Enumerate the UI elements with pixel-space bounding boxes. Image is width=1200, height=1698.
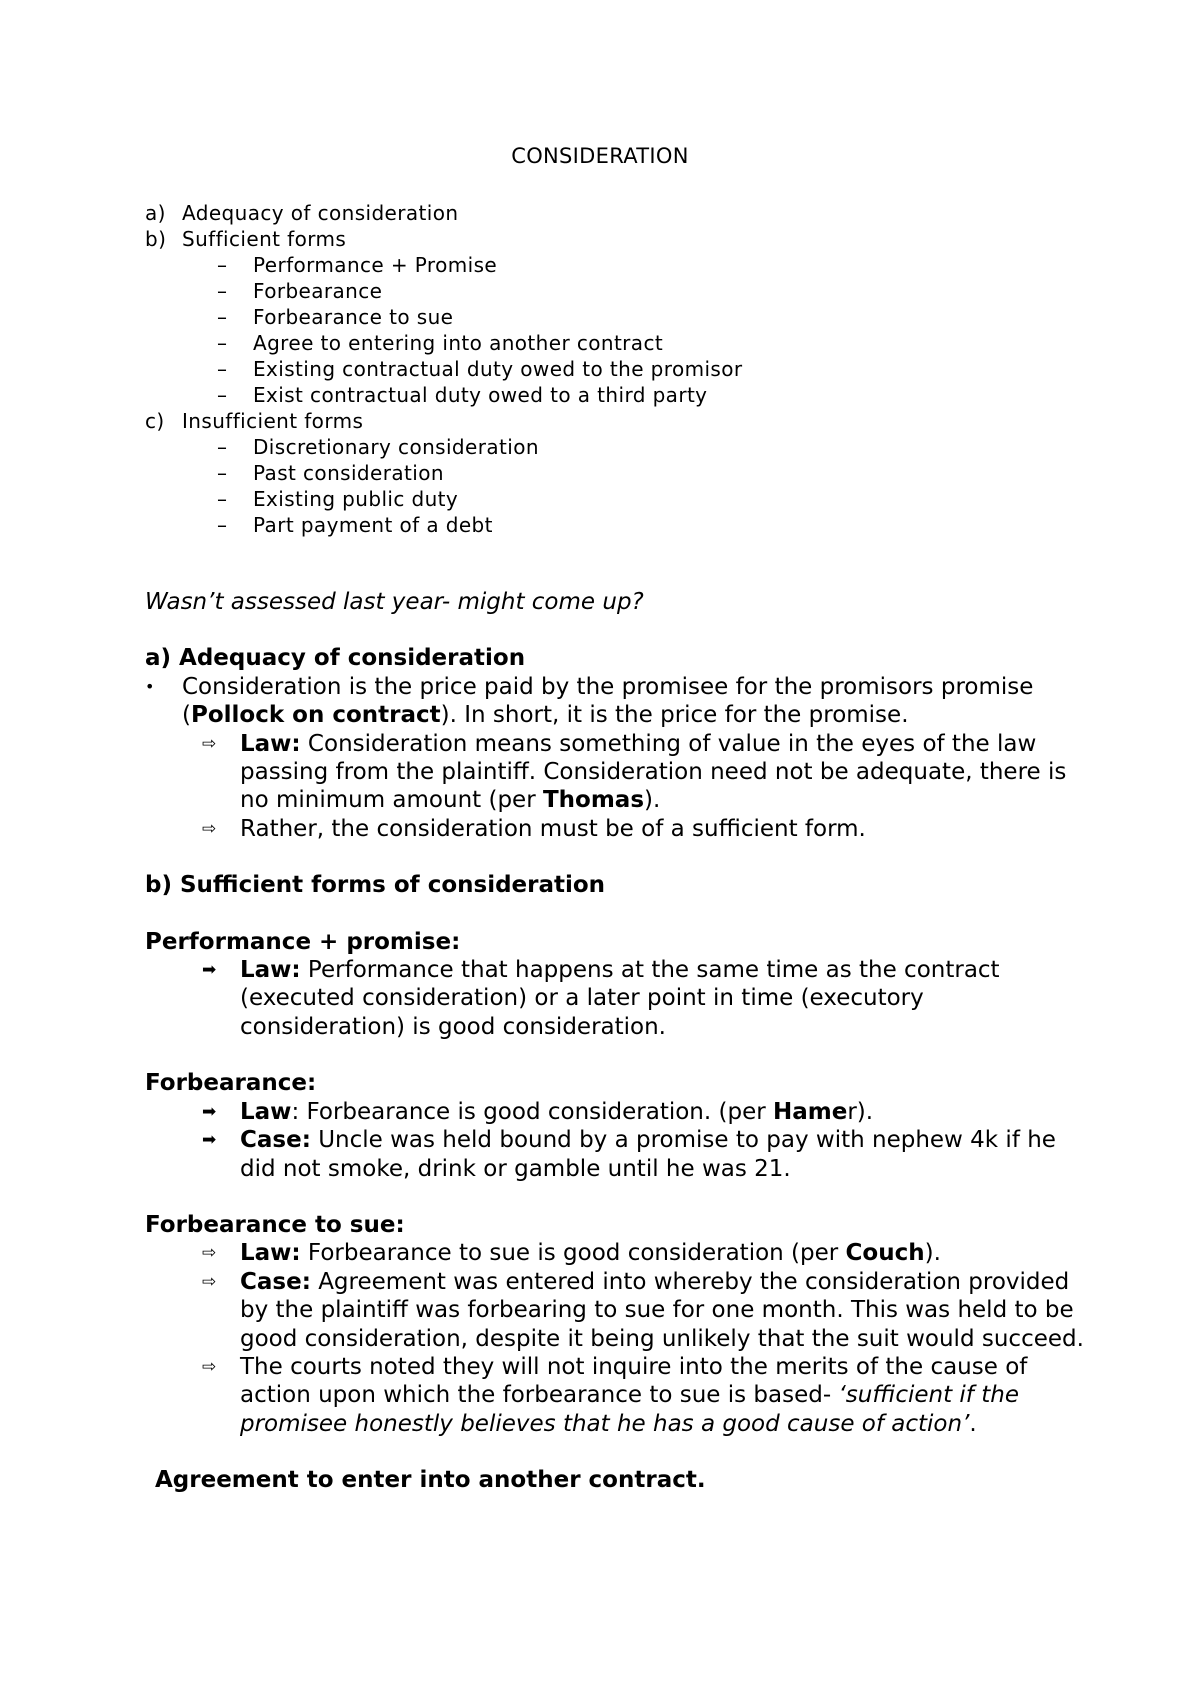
dash-bullet: – [217, 435, 228, 459]
dash-bullet: – [217, 513, 228, 537]
list-item [145, 956, 1085, 1041]
document-body [145, 588, 1085, 1495]
case-name: Hame [773, 1098, 848, 1125]
dash-bullet: – [217, 253, 228, 277]
arrow-right-filled-icon: ➡ [202, 1130, 217, 1151]
arrow-right-filled-icon: ➡ [202, 1101, 217, 1122]
paragraph: Law: Forbearance to sue is good consideration (per Couch). [240, 1240, 941, 1267]
document-title: CONSIDERATION [511, 144, 689, 168]
case-name: Pollock on contract [190, 702, 441, 729]
outline-subitem: – Existing public duty [217, 487, 459, 511]
dash-bullet: – [217, 383, 228, 407]
outline-subitem: – Discretionary consideration [217, 435, 539, 459]
subsection-heading: Agreement to enter into another contract. [155, 1467, 706, 1494]
outline-label: Sufficient forms [182, 227, 347, 251]
outline-subitem: – Part payment of a debt [217, 513, 493, 537]
dash-bullet: – [217, 305, 228, 329]
outline-subitem: – Forbearance to sue [217, 305, 454, 329]
case-name: Thomas [542, 787, 645, 814]
paragraph: Law: Performance that happens at the same time as the contract (executed consideration) or a later point in time (executory consideration) is good consideration. [240, 957, 1000, 1040]
case-name: Couch [845, 1240, 925, 1267]
note-text: Wasn’t assessed last year- might come up? [145, 589, 644, 615]
paragraph: Law: Forbearance is good consideration. (per Hamer). [240, 1098, 874, 1125]
paragraph: Rather, the consideration must be of a sufficient form. [240, 815, 866, 842]
arrow-right-filled-icon: ➡ [202, 960, 217, 981]
paragraph: The courts noted they will not inquire into the merits of the cause of action upon which the forbearance to sue is based- ‘sufficient if the promisee honestly believes that he has a good cause of action’. [240, 1353, 1028, 1437]
list-item [145, 1126, 1085, 1183]
list-item [145, 730, 1085, 815]
list-item [145, 1239, 1085, 1267]
list-item [145, 1353, 1085, 1438]
list-item [145, 1268, 1085, 1353]
outline-subitem: – Performance + Promise [217, 253, 498, 277]
arrow-right-icon: ⇨ [202, 1243, 217, 1264]
section-heading: a) Adequacy of consideration [145, 645, 526, 672]
paragraph: Case: Uncle was held bound by a promise to pay with nephew 4k if he did not smoke, drink or gamble until he was 21. [240, 1127, 1056, 1182]
outline-label: Adequacy of consideration [182, 201, 459, 225]
dash-bullet: – [217, 357, 228, 381]
outline-item-a [145, 200, 743, 226]
outline-subitem: – Past consideration [217, 461, 444, 485]
list-item [145, 673, 1085, 730]
list-item [145, 815, 1085, 843]
dash-bullet: – [217, 487, 228, 511]
arrow-right-icon: ⇨ [202, 733, 217, 754]
outline-list [145, 200, 743, 538]
section-heading: b) Sufficient forms of consideration [145, 872, 606, 899]
arrow-right-icon: ⇨ [202, 1356, 217, 1377]
outline-subitem: – Agree to entering into another contract [217, 331, 664, 355]
subsection-heading: Performance + promise: [145, 928, 461, 955]
outline-marker: c) [145, 409, 165, 433]
list-item [145, 1098, 1085, 1126]
paragraph: Consideration is the price paid by the promisee for the promisors promise (Pollock on contract). In short, it is the price for the promise. [182, 673, 1034, 729]
outline-label: Insufficient forms [182, 409, 364, 433]
bullet-icon: • [145, 676, 155, 696]
dash-bullet: – [217, 461, 228, 485]
outline-marker: a) [145, 201, 166, 225]
arrow-right-icon: ⇨ [202, 1271, 217, 1292]
outline-subitem: – Forbearance [217, 279, 383, 303]
quote: ‘sufficient if the promisee honestly believes that he has a good cause of action’ [240, 1382, 1019, 1437]
outline-subitem: – Existing contractual duty owed to the promisor [217, 357, 743, 381]
outline-item-c [145, 408, 743, 434]
dash-bullet: – [217, 331, 228, 355]
arrow-right-icon: ⇨ [202, 818, 217, 839]
subsection-heading: Forbearance: [145, 1070, 317, 1097]
paragraph: Law: Consideration means something of value in the eyes of the law passing from the plaintiff. Consideration need not be adequate, there is no minimum amount (per Thomas). [240, 730, 1067, 814]
dash-bullet: – [217, 279, 228, 303]
subsection-heading: Forbearance to sue: [145, 1211, 405, 1238]
outline-marker: b) [145, 227, 167, 251]
outline-item-b [145, 226, 743, 252]
outline-subitem: – Exist contractual duty owed to a third party [217, 383, 708, 407]
paragraph: Case: Agreement was entered into whereby the consideration provided by the plaintiff was forbearing to sue for one month. This was held to be good consideration, despite it being unlikely that the suit would succeed. [240, 1268, 1084, 1352]
